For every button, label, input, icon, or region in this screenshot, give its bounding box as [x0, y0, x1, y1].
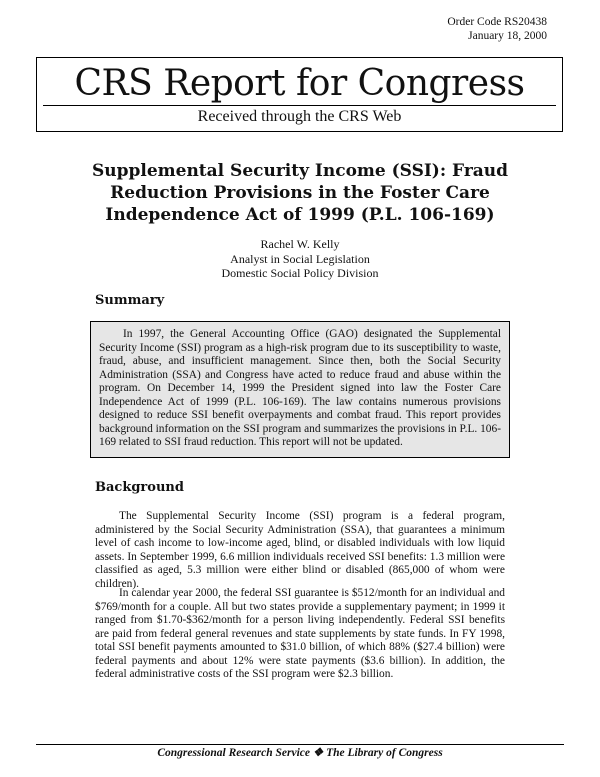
- background-paragraph: The Supplemental Security Income (SSI) program is a federal program, administered by the Social Security Administration (SSA), that guarantees a minimum level of cash income to low-income aged, blind, or disabled individuals with low liquid assets. In September 1999, 6.6 million individuals received SSI benefits: 1.3 million were classified as aged, 5.3 million were either blind or disabled (865,000 of whom were children).: [95, 510, 505, 590]
- summary-heading: Summary: [95, 293, 165, 308]
- document-title: [90, 160, 510, 226]
- title-line: Independence Act of 1999 (P.L. 106-169): [105, 205, 495, 225]
- masthead-title: CRS Report for Congress: [74, 63, 525, 104]
- masthead: [36, 57, 563, 132]
- order-info: [447, 15, 547, 43]
- summary-text: In 1997, the General Accounting Office (GAO) designated the Supplemental Security Income (SSI) program as a high-risk program due to its susceptibility to waste, fraud, abuse, and insufficient management. Since then, both the Social Security Administration (SSA) and Congress have acted to reduce fraud and abuse within the program. On December 14, 1999 the President signed into law the Foster Care Independence Act of 1999 (P.L. 106-169). The law contains numerous provisions designed to reduce SSI benefit overpayments and combat fraud. This report provides background information on the SSI program and summarizes the provisions in P.L. 106-169 related to SSI fraud reduction. This report will not be updated.: [99, 328, 501, 448]
- masthead-divider: [43, 105, 556, 106]
- author-block: [150, 237, 450, 281]
- order-code: Order Code RS20438: [447, 16, 547, 28]
- author-position: Analyst in Social Legislation: [230, 251, 370, 266]
- author-name: Rachel W. Kelly: [260, 237, 340, 251]
- background-paragraph: In calendar year 2000, the federal SSI guarantee is $512/month for an individual and $769/month for a couple. All but two states provide a supplementary payment; in 1999 it ranged from $1.70-$362/month for a person living independently. Federal SSI benefits are paid from federal general revenues and state supplements by state funds. In FY 1998, total SSI benefit payments amounted to $31.0 billion, of which 88% ($27.4 billion) were federal payments and about 12% were state payments ($3.6 billion). In addition, the federal administrative costs of the SSI program were $2.3 billion.: [95, 587, 505, 680]
- title-line: Supplemental Security Income (SSI): Fraud: [91, 161, 509, 181]
- footer-text: Congressional Research Service ❖ The Library of Congress: [157, 747, 443, 759]
- masthead-subtitle: Received through the CRS Web: [197, 108, 402, 125]
- title-line: Reduction Provisions in the Foster Care: [110, 183, 490, 203]
- report-date: January 18, 2000: [468, 30, 547, 42]
- summary-box: [90, 321, 510, 458]
- author-division: Domestic Social Policy Division: [221, 266, 379, 280]
- background-heading: Background: [95, 480, 184, 495]
